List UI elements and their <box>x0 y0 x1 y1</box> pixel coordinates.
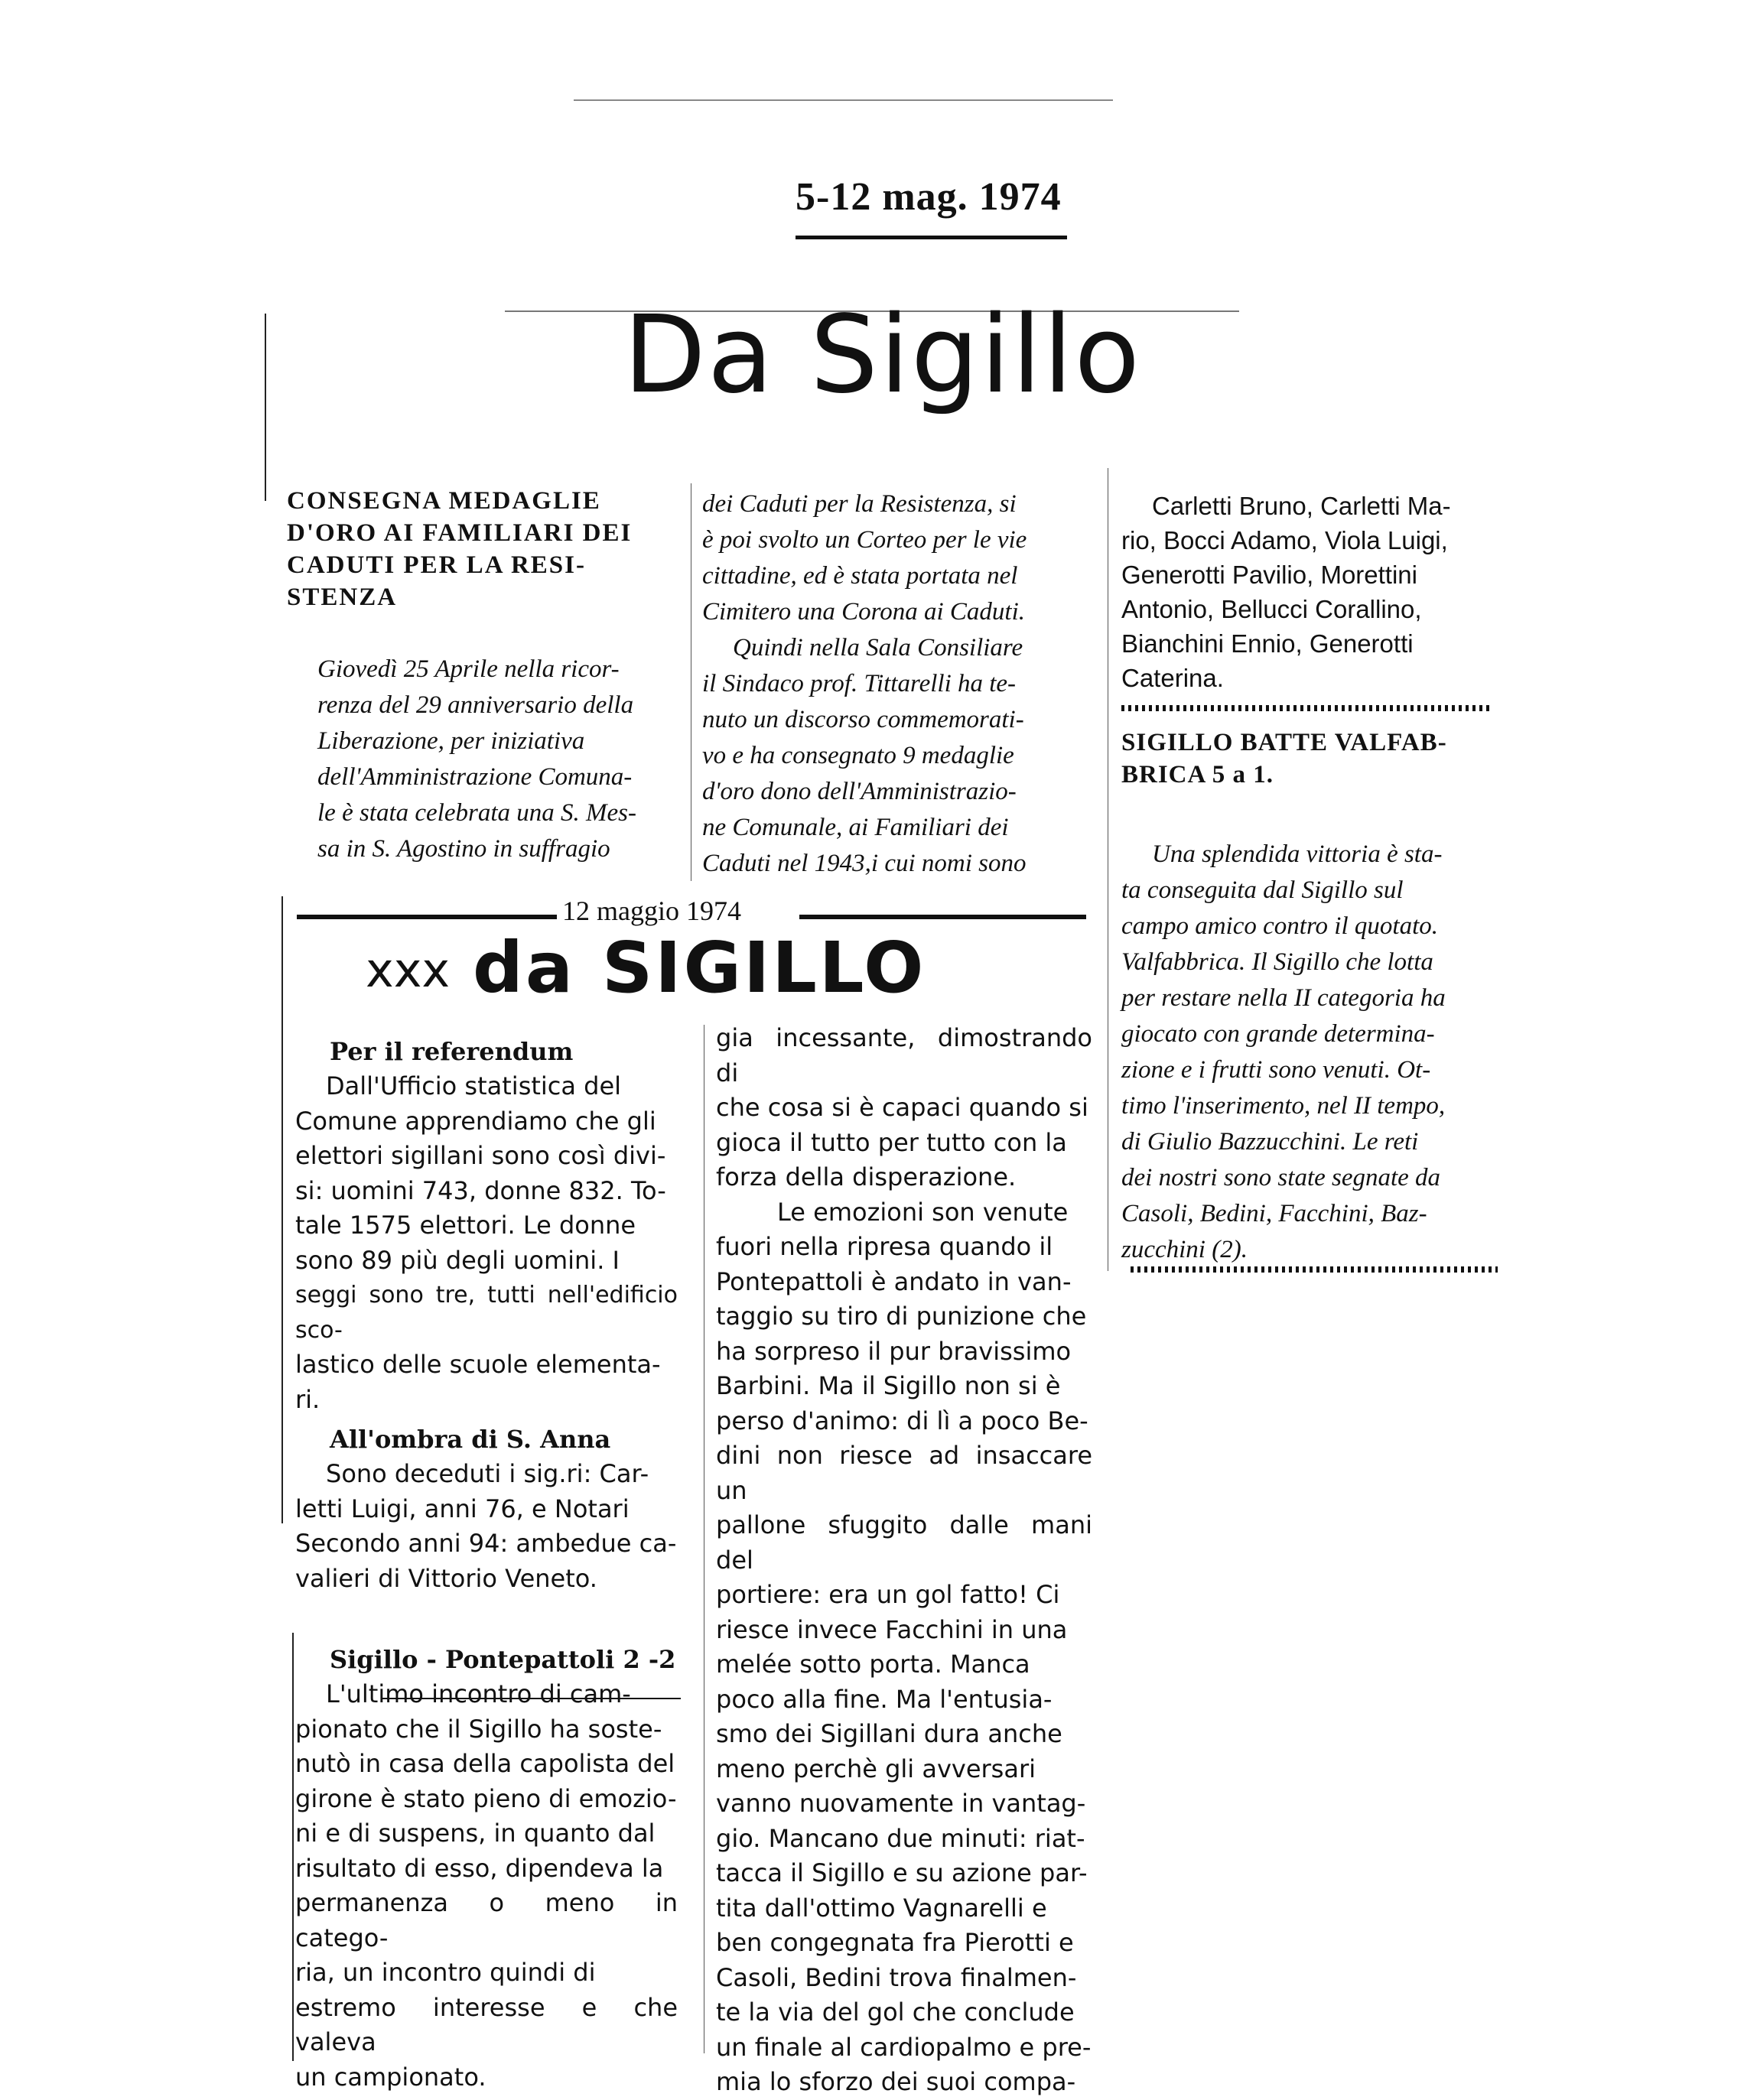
text-line: meno perchè gli avversari <box>716 1754 1036 1783</box>
text-line: mia lo sforzo dei suoi compa- <box>716 2067 1076 2096</box>
text-line: Casoli, Bedini, Facchini, Baz- <box>1121 1200 1427 1227</box>
handwritten-mark: xxx <box>366 942 451 998</box>
text-line: lastico delle scuole elementa- <box>295 1350 661 1379</box>
text-line: Sono deceduti i sig.ri: Car- <box>326 1459 649 1488</box>
left-clipping-edge <box>292 1633 294 2061</box>
text-line: ni e di suspens, in quanto dal <box>295 1819 656 1848</box>
text-line: Liberazione, per iniziativa <box>317 727 585 755</box>
text-line: valieri di Vittorio Veneto. <box>295 1563 597 1593</box>
text-line: ta conseguita dal Sigillo sul <box>1121 876 1404 904</box>
text-line: riesce invece Facchini in una <box>716 1614 1068 1644</box>
left-clipping-edge <box>281 896 283 1523</box>
text-line: portiere: era un gol fatto! Ci <box>716 1580 1060 1609</box>
text-line: smo dei Sigillani dura anche <box>716 1719 1062 1748</box>
text-line: Secondo anni 94: ambedue ca- <box>295 1529 677 1558</box>
text-line: girone è stato pieno di emozio- <box>295 1783 677 1813</box>
text-line: Casoli, Bedini trova finalmen- <box>716 1962 1077 1992</box>
text-line: giocato con grande determina- <box>1121 1020 1435 1048</box>
left-clipping-edge <box>265 314 266 501</box>
headline-line: STENZA <box>287 584 398 611</box>
text-line: si: uomini 743, donne 832. To- <box>295 1175 666 1205</box>
dotted-separator <box>1121 705 1492 711</box>
section-heading: Per il referendum <box>330 1037 574 1066</box>
text-line: il Sindaco prof. Tittarelli ha te- <box>702 670 1017 697</box>
headline-line: SIGILLO BATTE VALFAB- <box>1121 729 1447 756</box>
headline-line: BRICA 5 a 1. <box>1121 761 1274 788</box>
text-line: cittadine, ed è stata portata nel <box>702 562 1018 590</box>
text-line: campo amico contro il quotato. <box>1121 912 1438 940</box>
text-line: pallone sfuggito dalle mani del <box>716 1510 1092 1575</box>
text-line: Barbini. Ma il Sigillo non si è <box>716 1371 1061 1400</box>
text-line: melée sotto porta. Manca <box>716 1650 1030 1679</box>
text-line: vanno nuovamente in vantag- <box>716 1789 1086 1818</box>
masthead-2-rule-left <box>297 915 557 919</box>
text-line: letti Luigi, anni 76, e Notari <box>295 1494 630 1523</box>
article-2-body <box>1121 837 1496 1268</box>
article-1-headline <box>287 485 669 613</box>
text-line: Carletti Bruno, Carletti Ma- <box>1152 492 1451 520</box>
text-line: di Giulio Bazzucchini. Le reti <box>1121 1128 1419 1156</box>
section-body <box>295 1457 678 1596</box>
masthead-2-rule-right <box>799 915 1086 919</box>
article-2 <box>1121 727 1496 1268</box>
text-line: zione e i frutti sono venuti. Ot- <box>1121 1056 1431 1084</box>
dotted-separator <box>1131 1266 1498 1273</box>
text-line: gioca il tutto per tutto con la <box>716 1127 1067 1157</box>
text-line: ben congegnata fra Pierotti e <box>716 1928 1074 1957</box>
text-line: ne Comunale, ai Familiari dei <box>702 814 1009 841</box>
text-line: dini non riesce ad insaccare un <box>716 1441 1092 1505</box>
article-3-left-column <box>295 1034 678 2095</box>
text-line: elettori sigillani sono così divi- <box>295 1141 666 1170</box>
text-line: ria, un incontro quindi di <box>295 1958 596 1987</box>
text-line: pionato che il Sigillo ha soste- <box>295 1714 662 1744</box>
text-line: Le emozioni son venute <box>777 1197 1069 1227</box>
article-1-column-1 <box>287 485 669 867</box>
article-2-headline <box>1121 727 1496 791</box>
text-line: Pontepattoli è andato in van- <box>716 1266 1072 1296</box>
text-line: è poi svolto un Corteo per le vie <box>702 526 1027 554</box>
text-line: nutò in casa della capolista del <box>295 1749 675 1778</box>
text-line: dei nostri sono state segnate da <box>1121 1164 1441 1191</box>
text-line: dell'Amministrazione Comuna- <box>317 763 633 791</box>
text-line: Caduti nel 1943,i cui nomi sono <box>702 850 1027 877</box>
text-line: un finale al cardiopalmo e pre- <box>716 2032 1092 2062</box>
text-line: timo l'inserimento, nel II tempo, <box>1121 1092 1446 1120</box>
headline-line: D'ORO AI FAMILIARI DEI <box>287 519 633 547</box>
masthead-2-title: da SIGILLO <box>473 927 926 1009</box>
text-line: permanenza o meno in catego- <box>295 1888 678 1952</box>
text-line: estremo interesse e che valeva <box>295 1992 678 2056</box>
text-line: Generotti Pavilio, Morettini <box>1121 561 1417 589</box>
text-line: forza della disperazione. <box>716 1162 1017 1191</box>
text-line: le è stata celebrata una S. Mes- <box>317 799 636 827</box>
text-line: Quindi nella Sala Consiliare <box>733 634 1023 662</box>
article-1-column-3 <box>1121 489 1496 695</box>
text-line: perso d'animo: di lì a poco Be- <box>716 1406 1088 1435</box>
text-line: fuori nella ripresa quando il <box>716 1232 1053 1261</box>
text-line: ri. <box>295 1384 320 1414</box>
text-line: Cimitero una Corona ai Caduti. <box>702 598 1026 626</box>
text-line: Caterina. <box>1121 664 1224 692</box>
text-line: nuto un discorso commemorati- <box>702 706 1024 733</box>
text-line: poco alla fine. Ma l'entusia- <box>716 1684 1053 1714</box>
section-heading: Sigillo - Pontepattoli 2 -2 <box>330 1645 676 1674</box>
text-line: che cosa si è capaci quando si <box>716 1093 1088 1122</box>
text-line: Antonio, Bellucci Corallino, <box>1121 595 1422 623</box>
text-line: te la via del gol che conclude <box>716 1998 1075 2027</box>
text-line: zucchini (2). <box>1121 1236 1248 1263</box>
article-1-body-1 <box>287 652 669 867</box>
text-line: ha sorpreso il pur bravissimo <box>716 1336 1072 1366</box>
text-line: un campionato. <box>295 2062 486 2092</box>
text-line: tacca il Sigillo e su azione par- <box>716 1858 1088 1887</box>
masthead-title: Da Sigillo <box>623 293 1142 418</box>
text-line: rio, Bocci Adamo, Viola Luigi, <box>1121 526 1448 554</box>
text-line: seggi sono tre, tutti nell'edificio sco- <box>295 1282 678 1344</box>
masthead-2-date: 12 maggio 1974 <box>562 896 741 926</box>
text-line: tale 1575 elettori. Le donne <box>295 1211 636 1240</box>
text-line: L'ultimo incontro di cam- <box>326 1679 631 1708</box>
text-line: Una splendida vittoria è sta- <box>1152 840 1443 868</box>
section-body <box>295 1069 678 1417</box>
text-line: Bianchini Ennio, Generotti <box>1121 629 1414 658</box>
section-heading: All'ombra di S. Anna <box>330 1425 611 1454</box>
text-line: Comune apprendiamo che gli <box>295 1106 656 1136</box>
text-line: renza del 29 anniversario della <box>317 691 634 719</box>
date-header: 5-12 mag. 1974 <box>796 175 1062 219</box>
names-list <box>1121 489 1496 695</box>
text-line: Giovedì 25 Aprile nella ricor- <box>317 655 620 683</box>
text-line: d'oro dono dell'Amministrazio- <box>702 778 1017 805</box>
text-line: vo e ha consegnato 9 medaglie <box>702 742 1014 769</box>
text-line: gio. Mancano due minuti: riat- <box>716 1823 1085 1853</box>
article-3-right-column <box>716 1021 1092 2100</box>
text-line: taggio su tiro di punizione che <box>716 1302 1087 1331</box>
text-line: Dall'Ufficio statistica del <box>326 1071 622 1100</box>
text-line: sono 89 più degli uomini. I <box>295 1245 620 1275</box>
headline-line: CADUTI PER LA RESI- <box>287 551 586 579</box>
date-underline <box>796 236 1067 239</box>
article-1-column-2 <box>702 486 1071 882</box>
text-line: sa in S. Agostino in suffragio <box>317 835 610 863</box>
section-body <box>295 1677 678 2095</box>
text-line: dei Caduti per la Resistenza, si <box>702 490 1017 518</box>
top-faint-rule <box>574 99 1113 101</box>
headline-line: CONSEGNA MEDAGLIE <box>287 487 601 515</box>
text-line: Valfabbrica. Il Sigillo che lotta <box>1121 948 1433 976</box>
text-line: risultato di esso, dipendeva la <box>295 1853 664 1883</box>
text-line: gia incessante, dimostrando di <box>716 1023 1092 1087</box>
text-line: tita dall'ottimo Vagnarelli e <box>716 1893 1047 1923</box>
text-line: per restare nella II categoria ha <box>1121 984 1446 1012</box>
